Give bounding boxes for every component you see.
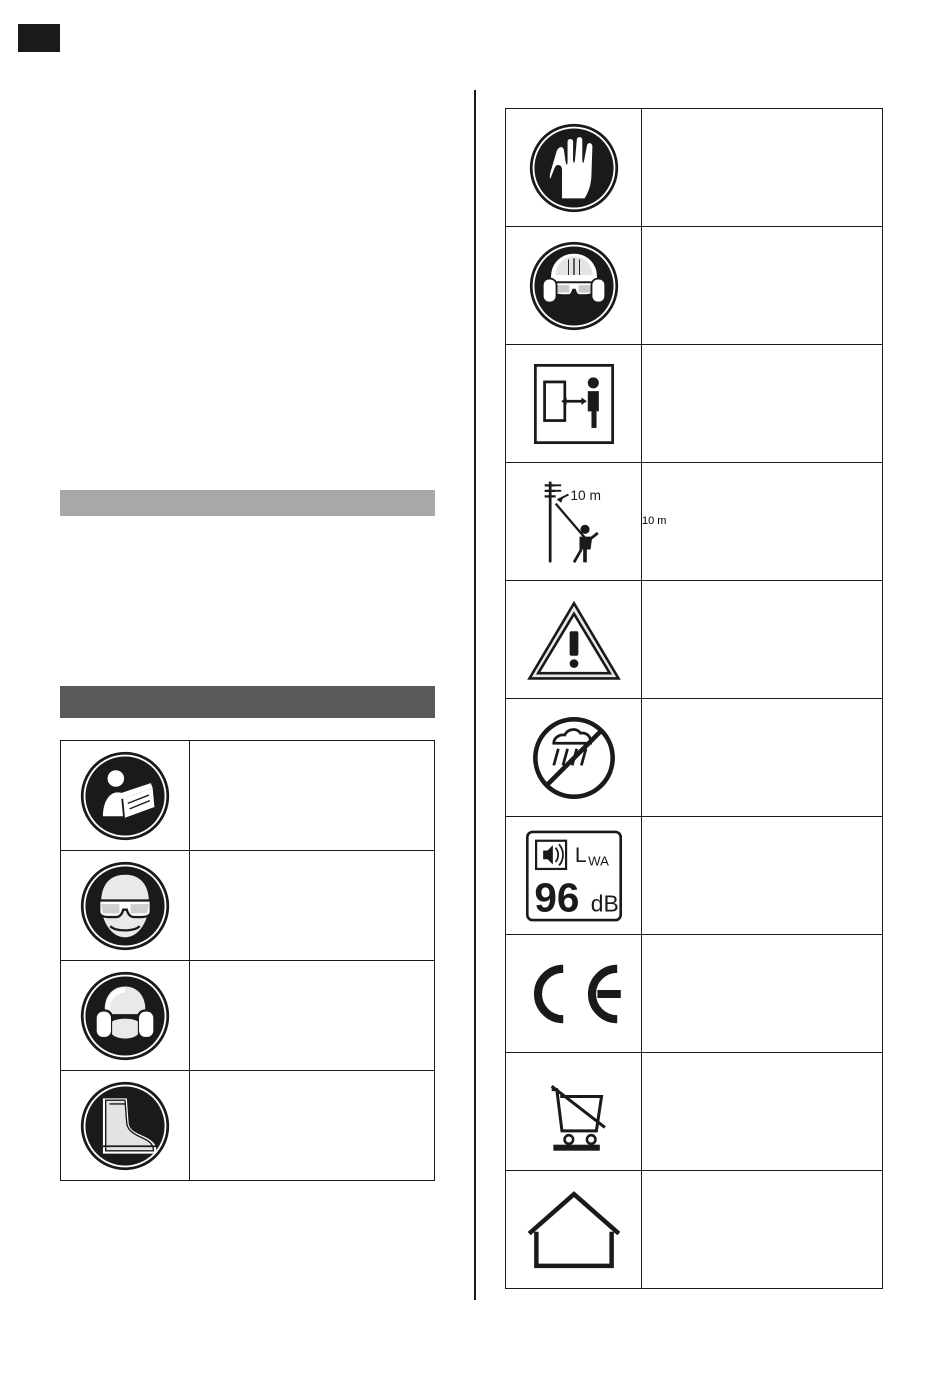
wear-eye-protection-icon: [61, 860, 189, 952]
power-line-distance-label: 10 m: [569, 487, 601, 503]
table-row: [506, 581, 883, 699]
sound-power-subscript: WA: [587, 852, 609, 868]
protection-class-ii-house-icon: [506, 1187, 641, 1273]
column-divider: [474, 90, 476, 1300]
sound-power-value: 96: [533, 873, 579, 920]
wear-ear-protection-icon: [61, 970, 189, 1062]
icon-cell: [506, 699, 642, 817]
icon-cell: [61, 1071, 190, 1181]
table-row: [506, 699, 883, 817]
table-row: [61, 1071, 435, 1181]
icon-cell: [506, 935, 642, 1053]
table-row: [506, 1171, 883, 1289]
symbol-description: 10 m: [642, 463, 883, 581]
table-row: [506, 463, 883, 581]
icon-cell: [506, 1053, 642, 1171]
symbol-description: [642, 1171, 883, 1289]
keep-10m-from-power-lines-icon: [506, 474, 641, 570]
symbol-description: [642, 699, 883, 817]
symbol-description: [190, 961, 435, 1071]
icon-cell: [506, 817, 642, 935]
table-row: [506, 227, 883, 345]
wear-safety-boots-icon: [61, 1080, 189, 1172]
do-not-expose-to-rain-icon: [506, 712, 641, 804]
sound-power-unit: dB: [590, 889, 619, 916]
keep-bystanders-away-icon: [506, 358, 641, 450]
symbol-description: [642, 1053, 883, 1171]
icon-cell: [506, 109, 642, 227]
table-row: [506, 817, 883, 935]
table-row: [506, 345, 883, 463]
symbol-description: [642, 345, 883, 463]
icon-cell: [506, 227, 642, 345]
left-column: [60, 90, 435, 1181]
section-heading-bar-light: [60, 490, 435, 516]
table-row: [506, 109, 883, 227]
corner-tab-marker: [18, 24, 60, 52]
wear-protective-gloves-icon: [506, 122, 641, 214]
right-column: [505, 108, 883, 1289]
icon-cell: [506, 1171, 642, 1289]
section-heading-bar-dark: [60, 686, 435, 718]
read-manual-icon: [61, 750, 189, 842]
weee-do-not-dispose-icon: [506, 1069, 641, 1155]
symbol-description: [190, 741, 435, 851]
symbol-description: [642, 935, 883, 1053]
icon-cell: [506, 345, 642, 463]
table-row: [506, 1053, 883, 1171]
general-warning-icon: [506, 597, 641, 683]
icon-cell: [506, 463, 642, 581]
icon-cell: [506, 581, 642, 699]
icon-cell: [61, 961, 190, 1071]
table-row: [61, 741, 435, 851]
symbol-description: [190, 851, 435, 961]
symbols-table-right: [505, 108, 883, 1289]
symbol-description: [642, 581, 883, 699]
symbol-description: [190, 1071, 435, 1181]
symbol-description: [642, 109, 883, 227]
symbols-table-left: [60, 740, 435, 1181]
icon-cell: [61, 741, 190, 851]
wear-head-face-ear-protection-icon: [506, 240, 641, 332]
symbol-description: [642, 227, 883, 345]
table-row: [61, 851, 435, 961]
ce-mark-icon: [506, 958, 641, 1030]
sound-power-symbol: L: [574, 843, 587, 867]
table-row: [506, 935, 883, 1053]
symbol-description: [642, 817, 883, 935]
icon-cell: [61, 851, 190, 961]
table-row: [61, 961, 435, 1071]
sound-power-level-icon: [506, 826, 641, 926]
